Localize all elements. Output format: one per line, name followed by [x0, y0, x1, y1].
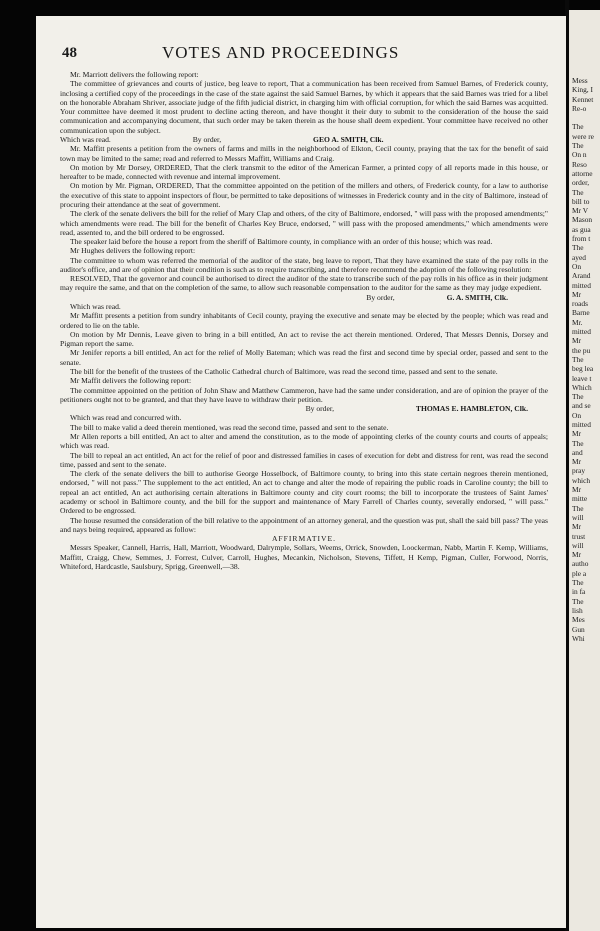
- adjacent-page-fragment: Mr: [572, 522, 582, 532]
- adjacent-page-fragment: Kennet: [572, 94, 594, 104]
- adjacent-page-fragment: The: [572, 141, 584, 151]
- adjacent-page-fragment: Mr: [572, 429, 582, 439]
- adjacent-page-fragment: Mr: [572, 289, 582, 299]
- adjacent-page-fragment: in fa: [572, 587, 586, 597]
- paragraph: Mr Maffit delivers the following report:: [70, 376, 192, 386]
- adjacent-page-fragment: mitted: [572, 327, 591, 337]
- adjacent-page-fragment: The: [572, 578, 584, 588]
- adjacent-page-fragment: The: [572, 122, 584, 132]
- affirmative-heading: AFFIRMATIVE.: [271, 534, 337, 544]
- adjacent-page-fragment: trust: [572, 531, 586, 541]
- adjacent-page-fragment: attorne: [572, 168, 593, 178]
- adjacent-page-fragment: roads: [572, 299, 589, 309]
- adjacent-page-fragment: mitte: [572, 494, 588, 504]
- adjacent-page-fragment: On: [572, 261, 582, 271]
- adjacent-page-fragment: The: [572, 187, 584, 197]
- signature-line: [60, 404, 548, 413]
- adjacent-page-fragment: Gun: [572, 624, 585, 634]
- paragraph: The bill to make valid a deed therein mentioned, was read the second time, passed and sent to the senate.: [70, 422, 389, 432]
- sig-middle: By order,: [305, 404, 334, 414]
- adjacent-page-fragment: The: [572, 503, 584, 513]
- adjacent-page-fragment: mitted: [572, 280, 591, 290]
- adjacent-page-fragment: Arand: [572, 271, 591, 281]
- clerk-name: G. A. SMITH, Clk.: [446, 292, 508, 302]
- page-body: [60, 70, 548, 571]
- paragraph: Which was read.: [70, 302, 121, 312]
- paragraph: The bill for the benefit of the trustees of the Catholic Cathedral church of Baltimore, was read the second time, passed and sent to the senate.: [70, 367, 498, 376]
- page-header: [62, 43, 552, 65]
- adjacent-page-fragment: The: [572, 392, 584, 402]
- signature-line: [60, 135, 548, 144]
- adjacent-page-fragment: King, I: [572, 85, 593, 95]
- paragraph: Mr Maffitt presents a petition from sundry inhabitants of Cecil county, praying the executive and senate may be elected by the people; which was read and ordered to lie on the table.: [60, 311, 548, 330]
- adjacent-page-fragment: and: [572, 447, 583, 457]
- adjacent-page-fragment: ayed: [572, 252, 586, 262]
- signature-line: [60, 293, 548, 302]
- adjacent-page-fragment: Mr: [572, 336, 582, 346]
- sig-left: Which was read.: [60, 134, 111, 144]
- paragraph: On motion by Mr. Pigman, ORDERED, That the committee appointed on the petition of the millers and others, of Frederick county, for a law to authorise the executive of this state to appoint inspectors of flour, be permitted to take depositions of witnesses in Frederick county and in the city of Baltimore, instead of procuring their attendance at the seat of government.: [60, 181, 548, 209]
- adjacent-page-fragment: The: [572, 596, 584, 606]
- adjacent-page-fragment: Mes: [572, 615, 585, 625]
- adjacent-page-fragment: the pu: [572, 345, 591, 355]
- paragraph: On motion by Mr Dorsey, ORDERED, That the clerk transmit to the editor of the American Farmer, a printed copy of all reports made in this house, or hereafter to be made, connected with revenue and internal improvement.: [60, 162, 548, 182]
- adjacent-page-fragment: Which: [572, 382, 592, 392]
- adjacent-page-fragment: [569, 113, 594, 122]
- adjacent-page-edge: [569, 10, 600, 931]
- adjacent-page-fragment: Mr: [572, 550, 582, 560]
- page-number: 48: [62, 45, 77, 61]
- clerk-name: THOMAS E. HAMBLETON, Clk.: [415, 404, 528, 414]
- paragraph: Mr Allen reports a bill entitled, An act to alter and amend the constitution, as to the mode of appointing clerks of the county courts and courts of appeals; which was read.: [60, 431, 548, 451]
- adjacent-page-fragment: beg lea: [572, 364, 594, 374]
- paragraph: Mr. Maffitt presents a petition from the owners of farms and mills in the neighborhood of Elkton, Cecil county, praying that the tax for the benefit of said town may be limited to the same; read and referred to Messrs Maffitt, Williams and Craig.: [60, 144, 548, 163]
- clerk-name: GEO A. SMITH, Clk.: [313, 134, 384, 144]
- adjacent-page-fragment: Reso: [572, 159, 587, 169]
- paragraph: Mr. Marriott delivers the following report:: [70, 70, 199, 79]
- adjacent-page-fragment: autho: [572, 559, 589, 569]
- adjacent-page-fragment: leave t: [572, 373, 592, 383]
- adjacent-page-fragment: Mr: [572, 485, 582, 495]
- paragraph: The house resumed the consideration of the bill relative to the appointment of an attorney general, and the question was put, shall the said bill pass? The yeas and nays being required, appeared as follow:: [60, 515, 548, 534]
- paragraph: On motion by Mr Dennis, Leave given to bring in a bill entitled, An act to revise the act therein mentioned. Ordered, That Messrs Dennis, Dorsey and Pigman report the same.: [60, 329, 548, 349]
- adjacent-page-fragment: bill to: [572, 196, 590, 206]
- adjacent-page-fragment: The: [572, 438, 584, 448]
- paragraph: Mr Jenifer reports a bill entitled, An act for the relief of Molly Bateman; which was read the first and second time by special order, passed and sent to the senate.: [60, 348, 548, 367]
- adjacent-page-text: [569, 76, 594, 643]
- adjacent-page-fragment: were re: [572, 131, 594, 141]
- affirmative-names: Messrs Speaker, Cannell, Harris, Hall, Marriott, Woodward, Dalrymple, Sollars, Weems, Orrick, Snowden, Loockerman, Nabb, Martin F. Kemp, Williams, Maffitt, Craigg, Chew, Semmes, J. Forrest, Culver, Carroll, Hughes, Mecankin, Nicholson, Stevens, Tiffett, H Kemp, Pigman, Culler, Forwood, Norris, Whiteford, Hardcastle, Saulsbury, Sprigg, Greenwell,—38.: [60, 543, 548, 571]
- adjacent-page-fragment: Mr: [572, 457, 582, 467]
- adjacent-page-fragment: The: [572, 243, 584, 253]
- sig-middle: By order,: [192, 134, 222, 144]
- adjacent-page-fragment: Re-o: [572, 103, 587, 113]
- paragraph: The committee to whom was referred the memorial of the auditor of the state, beg leave to report, That they have examined the state of the pay rolls in the auditor's office, and are of opinion that their condition is such as to require transcribing, and therefore recommend the adoption of the following resolution:: [60, 255, 548, 274]
- paragraph: The clerk of the senate delivers the bill to authorise George Hosselbock, of Baltimore county, to bring into this state certain negroes therein mentioned, endorsed, " will not pass." The supplement to the act entitled, An act to change and alter the mode of repairing the public roads in Caroline county; the bill to repeal an act entitled, An act authorising certain alterations in Baltimore county and city court rooms; the bill to incorporate the trustees of Saint James' academy or school in Baltimore county, and the bill for the support and maintenance of Mary Farrell of Charles county, severally endorsed, " will pass." Ordered to be engrossed.: [60, 469, 548, 516]
- adjacent-page-fragment: pray: [572, 466, 586, 476]
- adjacent-page-fragment: and se: [572, 401, 591, 411]
- adjacent-page-fragment: lish: [572, 605, 583, 615]
- paragraph: RESOLVED, That the governor and council be authorised to direct the auditor of the state to transcribe such of the pay rolls in his office as in their judgment may require the same, and that on the completion of the same, to allow such reasonable compensation to the auditor for the same as they may judge expedient.: [60, 274, 548, 293]
- paragraph: The committee appointed on the petition of John Shaw and Matthew Cammeron, have had the same under consideration, and are of opinion the prayer of the petitioners ought not to be granted, and that they have leave to withdraw their petition.: [60, 385, 548, 404]
- adjacent-page-fragment: will: [572, 540, 584, 550]
- paragraph: Which was read and concurred with.: [70, 413, 182, 423]
- adjacent-page-fragment: mitted: [572, 419, 591, 429]
- adjacent-page-fragment: Mess: [572, 76, 588, 85]
- sig-middle: By order,: [366, 292, 395, 302]
- book-page: [36, 16, 566, 928]
- paragraph: The clerk of the senate delivers the bill for the relief of Mary Clap and others, of the city of Baltimore, endorsed, " will pass with the proposed amendments;" which amendments were read. The bill for the benefit of Charles Key Bruce, endorsed, " will pass with the proposed amendments," which amendments were read, assented to, and the bill ordered to be engrossed.: [60, 209, 548, 237]
- adjacent-page-fragment: Whi: [572, 633, 585, 643]
- running-title: VOTES AND PROCEEDINGS: [162, 43, 400, 62]
- paragraph: The committee of grievances and courts of justice, beg leave to report, That a communication has been received from Samuel Barnes, of Frederick county, inclosing a certified copy of the proceedings in the case of the state against the said Samuel Barnes, by which it appears that the said Barnes was tried for a libel on the honorable Abraham Shriver, associate judge of the fifth judicial district, in charging him with official corruption, for which the said Barnes was acquitted. Your committee have deemed it most prudent to decline acting thereon, and have thought it their duty to submit to the consideration of the house the said communication and accompanying document, that such order may be taken therein as the house shall deem expedient. Your committee have received no other communication upon the subject.: [60, 79, 548, 135]
- adjacent-page-fragment: Mr.: [572, 317, 583, 327]
- adjacent-page-fragment: as gua: [572, 224, 591, 234]
- paragraph: The bill to repeal an act entitled, An act for the relief of poor and distressed families in cases of execution for debt and distress for rent, was read the second time, passed and sent to the senate.: [60, 450, 548, 469]
- adjacent-page-fragment: Barne: [572, 308, 590, 318]
- adjacent-page-fragment: which: [572, 475, 591, 485]
- adjacent-page-fragment: The: [572, 354, 584, 364]
- adjacent-page-fragment: ple a: [572, 568, 587, 578]
- adjacent-page-fragment: order,: [572, 178, 590, 188]
- adjacent-page-fragment: On: [572, 410, 582, 420]
- paragraph: Mr Hughes delivers the following report:: [70, 246, 196, 256]
- paragraph: The speaker laid before the house a report from the sheriff of Baltimore county, in compliance with an order of this house; which was read.: [70, 237, 493, 247]
- adjacent-page-fragment: from t: [572, 234, 591, 244]
- adjacent-page-fragment: Mr V: [572, 206, 589, 216]
- adjacent-page-fragment: will: [572, 512, 584, 522]
- adjacent-page-fragment: On n: [572, 150, 587, 160]
- adjacent-page-fragment: Mason: [572, 215, 593, 225]
